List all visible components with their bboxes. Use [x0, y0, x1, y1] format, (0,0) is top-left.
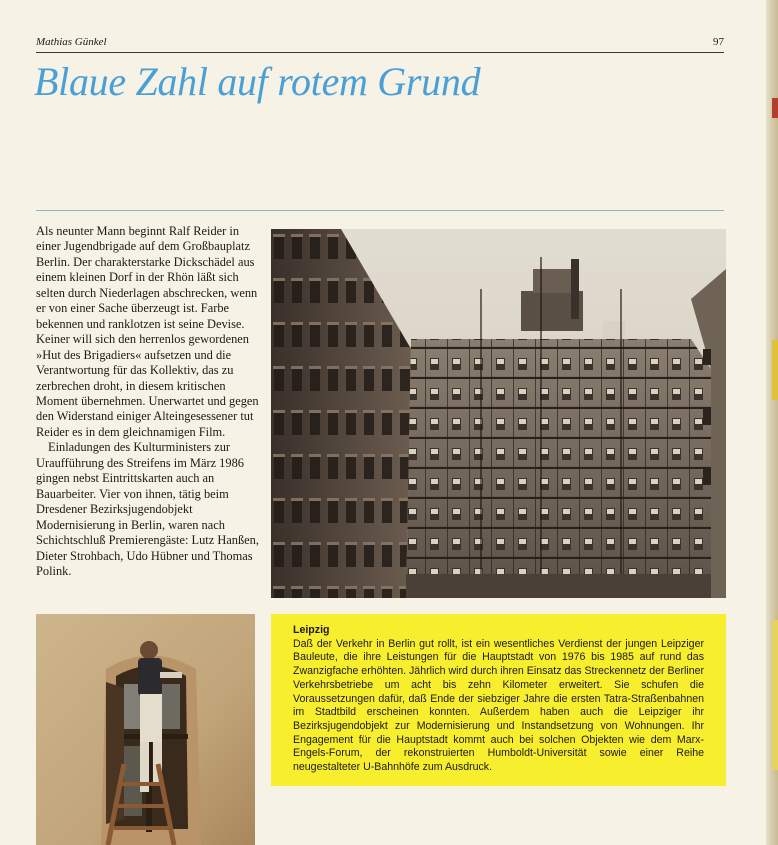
article-headline: Blaue Zahl auf rotem Grund [34, 59, 481, 104]
photo-caption-box [271, 614, 726, 786]
scaffolding-photo-image [271, 229, 726, 598]
headline-divider [36, 210, 724, 211]
page-edge-tab [772, 98, 778, 118]
page-number: 97 [713, 36, 724, 48]
running-head [36, 36, 724, 53]
body-paragraph: Einladungen des Kulturministers zur Uraufführung des Streifens im März 1986 gingen nebst Eintrittskarten auch an Bauarbeiter. Vier von ihnen, tätig beim Dresdener Bezirksjugendobjekt Modernisierung in Berlin, waren nach Schichtschluß Premierengäste: Lutz Hanßen, Dieter Strohbach, Udo Hübner und Thomas Polink. [36, 440, 259, 578]
scaffolding-photo [271, 229, 726, 598]
running-head-author: Mathias Günkel [36, 36, 107, 48]
caption-title: Leipzig [293, 624, 330, 636]
body-paragraph: Als neunter Mann beginnt Ralf Reider in einer Jugendbrigade auf dem Großbauplatz Berlin. Der charakterstarke Dickschädel aus einem kleinen Dorf in der Rhön läßt sich selten durch Niederlagen abschrecken, wenn er von einer Sache überzeugt ist. Farbe bekennen und ranklotzen ist seine Devise. Keiner will sich den herrenlos gewordenen »Hut des Brigadiers« aufsetzen und die Verantwortung für das Kollektiv, das zu zerbrechen droht, in diesem kritischen Moment übernehmen. Unerwartet und gegen den Widerstand einiger Alteingesessener tut Reider es in dem gleichnamigen Film. [36, 224, 259, 439]
window-worker-photo [36, 614, 255, 845]
window-worker-photo-image [36, 614, 255, 845]
page-edge [766, 0, 778, 845]
article-body [36, 224, 264, 579]
page-edge-tab [772, 340, 778, 400]
page-edge-tab [772, 620, 778, 770]
caption-text: Daß der Verkehr in Berlin gut rollt, ist ein wesentliches Verdienst der jungen Leipziger Bauleute, die ihre Leistungen für die Hauptstadt von 1976 bis 1985 auf rund das Zwanzigfache erhöhten. Jährlich wird durch ihren Einsatz das Streckennetz der Berliner Verkehrsbetriebe um acht bis zehn Kilometer erweitert. Sie schufen die Voraussetzungen dafür, daß Ende der siebziger Jahre die ersten Tatra-Straßenbahnen im Stadtbild erscheinen konnten. Außerdem haben auch die Leipziger ihr Bezirksjugendobjekt zur Modernisierung und Instandsetzung von Wohnungen. Ihr Engagement für die Hauptstadt kommt auch bei solchen Objekten wie dem Marx-Engels-Forum, der rekonstruierten Humboldt-Universität sowie einer Reihe neugestalteter U-Bahnhöfe zum Ausdruck. [293, 637, 705, 774]
